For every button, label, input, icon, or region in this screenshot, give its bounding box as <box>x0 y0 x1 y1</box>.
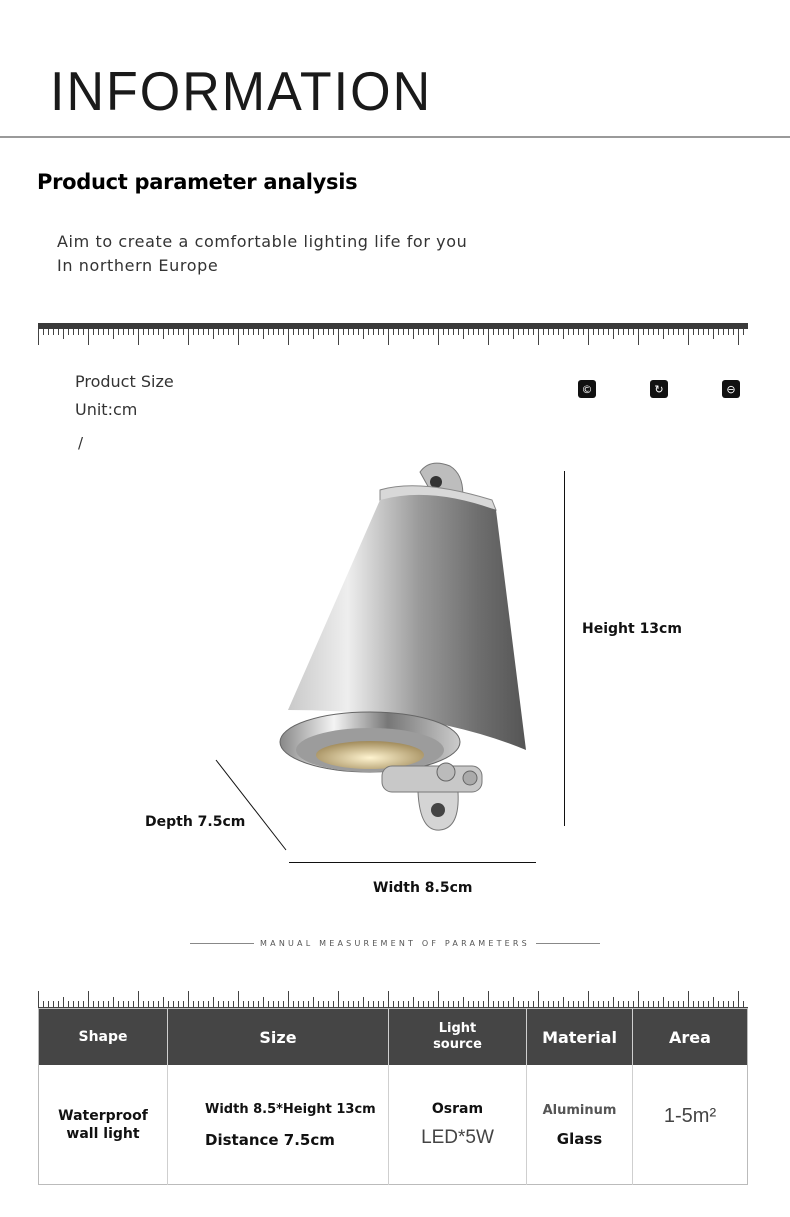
depth-dimension-line <box>214 758 290 854</box>
product-image <box>270 460 540 844</box>
refresh-icon: ↻ <box>650 380 668 398</box>
header-divider <box>0 136 790 138</box>
header-shape: Shape <box>78 1029 128 1045</box>
cell-material: Aluminum Glass <box>542 1102 617 1148</box>
minus-circle-icon: ⊖ <box>722 380 740 398</box>
height-dimension-line <box>564 471 565 826</box>
height-label: Height 13cm <box>582 621 682 637</box>
manual-measurement-caption <box>190 939 600 948</box>
cell-shape: Waterproof wall light <box>58 1108 148 1142</box>
parameter-table <box>38 1008 748 1185</box>
wall-light-illustration <box>270 460 540 840</box>
header-material: Material <box>542 1027 617 1047</box>
manual-caption-text: MANUAL MEASUREMENT OF PARAMETERS <box>260 939 530 948</box>
top-ruler <box>38 323 748 349</box>
unit-label: Unit:cm <box>75 400 138 419</box>
ruler-graphic-top <box>38 323 748 349</box>
info-title: INFORMATION <box>50 61 433 123</box>
tagline-line-1: Aim to create a comfortable lighting life for you <box>57 232 468 251</box>
bottom-ruler <box>38 990 748 1008</box>
section-title: Product parameter analysis <box>37 170 358 194</box>
depth-label: Depth 7.5cm <box>145 814 246 830</box>
cell-area: 1-5m² <box>663 1104 717 1127</box>
cell-light-source: Osram LED*5W <box>421 1101 494 1148</box>
header-light-source: Light source <box>433 1021 482 1052</box>
ruler-graphic-bottom <box>38 990 748 1008</box>
width-dimension-line <box>289 862 536 863</box>
tagline-line-2: In northern Europe <box>57 256 219 275</box>
width-label: Width 8.5cm <box>373 880 473 896</box>
product-size-label: Product Size <box>75 372 174 391</box>
header-area: Area <box>669 1027 711 1047</box>
header-size: Size <box>259 1027 297 1047</box>
cell-size: Width 8.5*Height 13cm Distance 7.5cm <box>205 1101 376 1149</box>
copyright-icon: © <box>578 380 596 398</box>
slash-mark: / <box>78 434 84 452</box>
